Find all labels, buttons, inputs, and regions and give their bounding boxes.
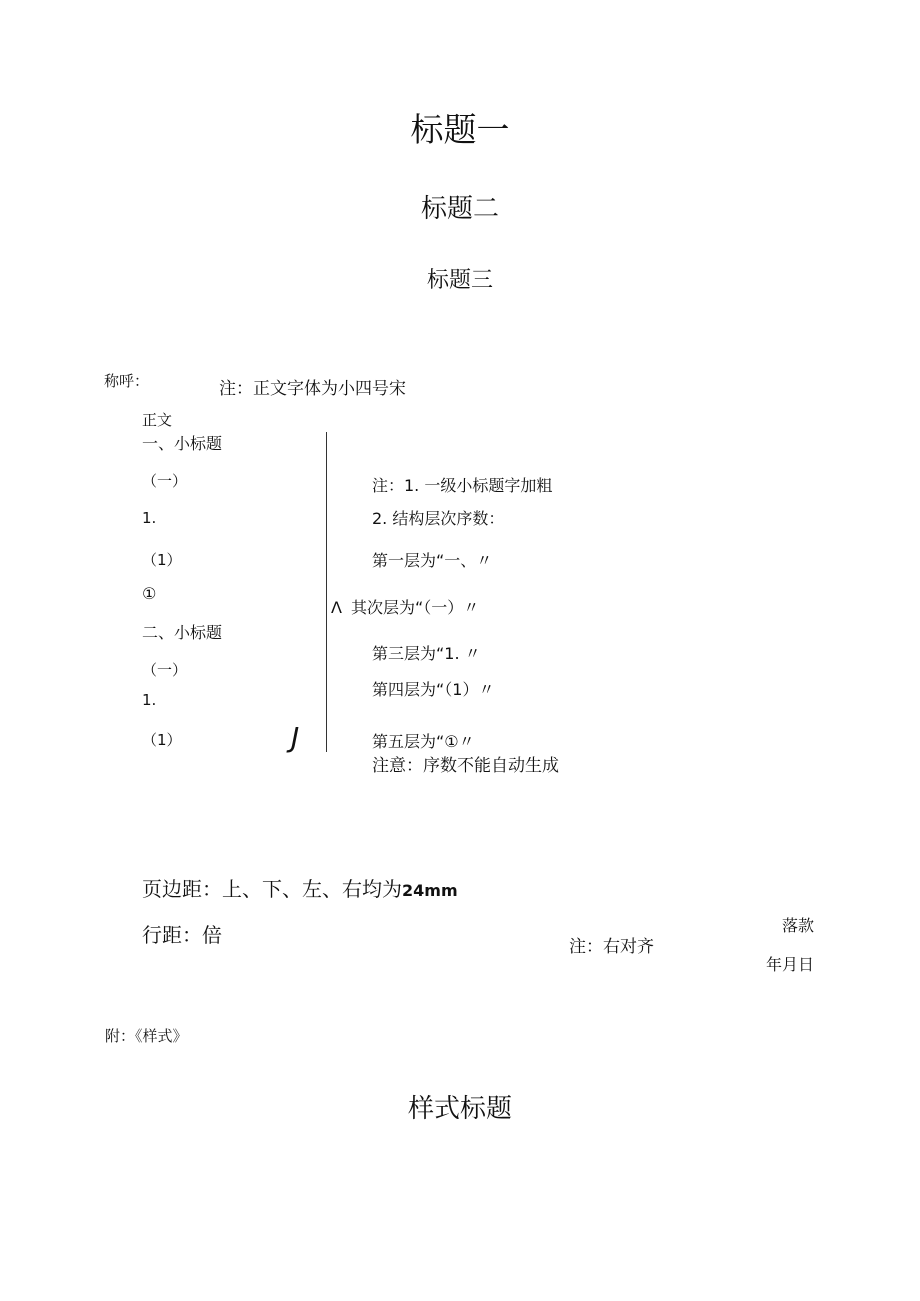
outline-item: （一） [142, 661, 188, 679]
note-line: 第三层为“1. 〃 [372, 644, 481, 663]
outline-item: ① [142, 584, 157, 603]
note-prefix-mark: Λ [331, 598, 342, 617]
bracket-mark: J [291, 721, 300, 754]
appendix-label: 附：《样式》 [105, 1027, 188, 1045]
line-spacing-note: 行距：倍 [142, 923, 222, 947]
align-note: 注：右对齐 [569, 937, 654, 957]
outline-item: （1） [142, 731, 182, 749]
note-line: 其次层为“（一）〃 [351, 598, 480, 617]
date-label: 年月日 [766, 955, 815, 974]
salutation: 称呼： [104, 372, 150, 390]
heading-level-3: 标题三 [426, 268, 493, 293]
style-title: 样式标题 [407, 1094, 512, 1124]
note-line: 注意：序数不能自动生成 [372, 756, 559, 776]
note-line: 第一层为“一、〃 [372, 551, 493, 570]
note-line: 2. 结构层次序数： [372, 509, 505, 528]
margins-prefix: 页边距：上、下、左、右均为 [142, 877, 402, 901]
signature-label: 落款 [782, 916, 815, 935]
margins-note [142, 879, 458, 899]
outline-item: 一、小标题 [142, 434, 223, 453]
margins-value: 24mm [402, 881, 458, 900]
note-line: 注：1. 一级小标题字加粗 [372, 476, 553, 495]
heading-level-1: 标题一 [410, 110, 510, 149]
body-font-note: 注：正文字体为小四号宋 [219, 379, 406, 399]
outline-item: 1. [142, 691, 157, 709]
divider-line [326, 432, 327, 752]
heading-level-2: 标题二 [420, 194, 499, 224]
outline-item: （1） [142, 551, 182, 569]
outline-item: 二、小标题 [142, 623, 223, 642]
note-line: 第四层为“（1）〃 [372, 680, 495, 699]
note-line: 第五层为“①〃 [372, 732, 475, 751]
outline-item: （一） [142, 472, 188, 490]
outline-item: 1. [142, 509, 157, 527]
body-label: 正文 [142, 411, 173, 429]
